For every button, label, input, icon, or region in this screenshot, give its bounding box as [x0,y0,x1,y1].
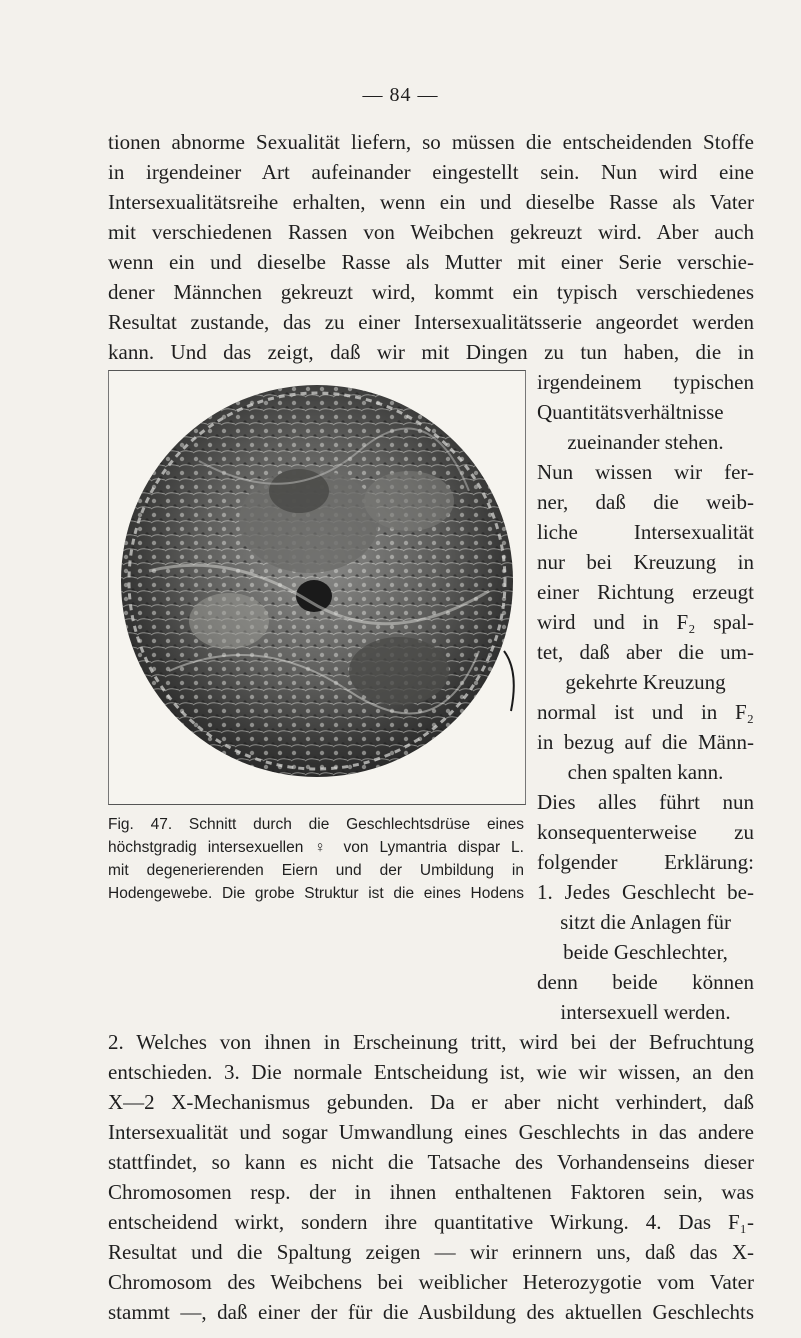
text-line: Intersexualitätsreihe erhalten, wenn ein und dieselbe Rasse als Vater [108,190,754,214]
text-line: in bezug auf die Männ- [537,730,754,754]
figure-caption-line: Fig. 47. Schnitt durch die Geschlechtsdrüse eines [108,816,524,833]
text-line: Nun wissen wir fer- [537,460,754,484]
text-line: X—2 X-Mechanismus gebunden. Da er aber nicht verhindert, daß [108,1090,754,1114]
text-line: Chromosomen resp. der in ihnen enthaltenen Faktoren sein, was [108,1180,754,1204]
text-line: kann. Und das zeigt, daß wir mit Dingen zu tun haben, die in [108,340,754,364]
text-line: Resultat zustande, das zu einer Intersexualitätsserie angeordet werden [108,310,754,334]
text-line: wenn ein und dieselbe Rasse als Mutter mit einer Serie verschie- [108,250,754,274]
figure-caption-line: Hodengewebe. Die grobe Struktur ist die eines Hodens [108,885,524,902]
text-line: Intersexualität und sogar Umwandlung eines Geschlechts in das andere [108,1120,754,1144]
text-line: konsequenterweise zu [537,820,754,844]
text-line: irgendeinem typischen [537,370,754,394]
text-line: einer Richtung erzeugt [537,580,754,604]
text-line: tet, daß aber die um- [537,640,754,664]
text-line: wird und in F₂ spal- [537,610,754,634]
text-line: Resultat und die Spaltung zeigen — wir erinnern uns, daß das X- [108,1240,754,1264]
text-line: nur bei Kreuzung in [537,550,754,574]
text-line: Dies alles führt nun [537,790,754,814]
text-line: in irgendeiner Art aufeinander eingestellt sein. Nun wird eine [108,160,754,184]
text-line: intersexuell werden. [560,1000,731,1024]
text-line: mit verschiedenen Rassen von Weibchen gekreuzt wird. Aber auch [108,220,754,244]
text-line: Quantitätsverhältnisse [537,400,724,424]
figure-caption-line: mit degenerierenden Eiern und der Umbildung in [108,862,524,879]
text-line: stattfindet, so kann es nicht die Tatsache des Vorhandenseins dieser [108,1150,754,1174]
text-line: liche Intersexualität [537,520,754,544]
text-line: zueinander stehen. [567,430,724,454]
figure-micrograph [108,370,526,805]
text-line: denn beide können [537,970,754,994]
text-line: normal ist und in F₂ [537,700,754,724]
text-line: tionen abnorme Sexualität liefern, so müssen die entscheidenden Stoffe [108,130,754,154]
text-line: folgender Erklärung: [537,850,754,874]
text-line: stammt —, daß einer der für die Ausbildung des aktuellen Geschlechts [108,1300,754,1324]
text-line: chen spalten kann. [567,760,724,784]
text-line: 2. Welches von ihnen in Erscheinung tritt, wird bei der Befruchtung [108,1030,754,1054]
text-line: 1. Jedes Geschlecht be- [537,880,754,904]
figure-caption-line: höchstgradig intersexuellen ♀ von Lymantria dispar L. [108,839,524,856]
gonad-section-illustration [109,371,525,804]
text-line: entschieden. 3. Die normale Entscheidung ist, wie wir wissen, an den [108,1060,754,1084]
page-number: — 84 — [362,84,439,106]
text-line: gekehrte Kreuzung [565,670,726,694]
text-line: ner, daß die weib- [537,490,754,514]
text-line: entscheidend wirkt, sondern ihre quantitative Wirkung. 4. Das F₁- [108,1210,754,1234]
text-line: beide Geschlechter, [563,940,728,964]
text-line: dener Männchen gekreuzt wird, kommt ein typisch verschiedenes [108,280,754,304]
text-line: sitzt die Anlagen für [560,910,731,934]
text-line: Chromosom des Weibchens bei weiblicher Heterozygotie vom Vater [108,1270,754,1294]
